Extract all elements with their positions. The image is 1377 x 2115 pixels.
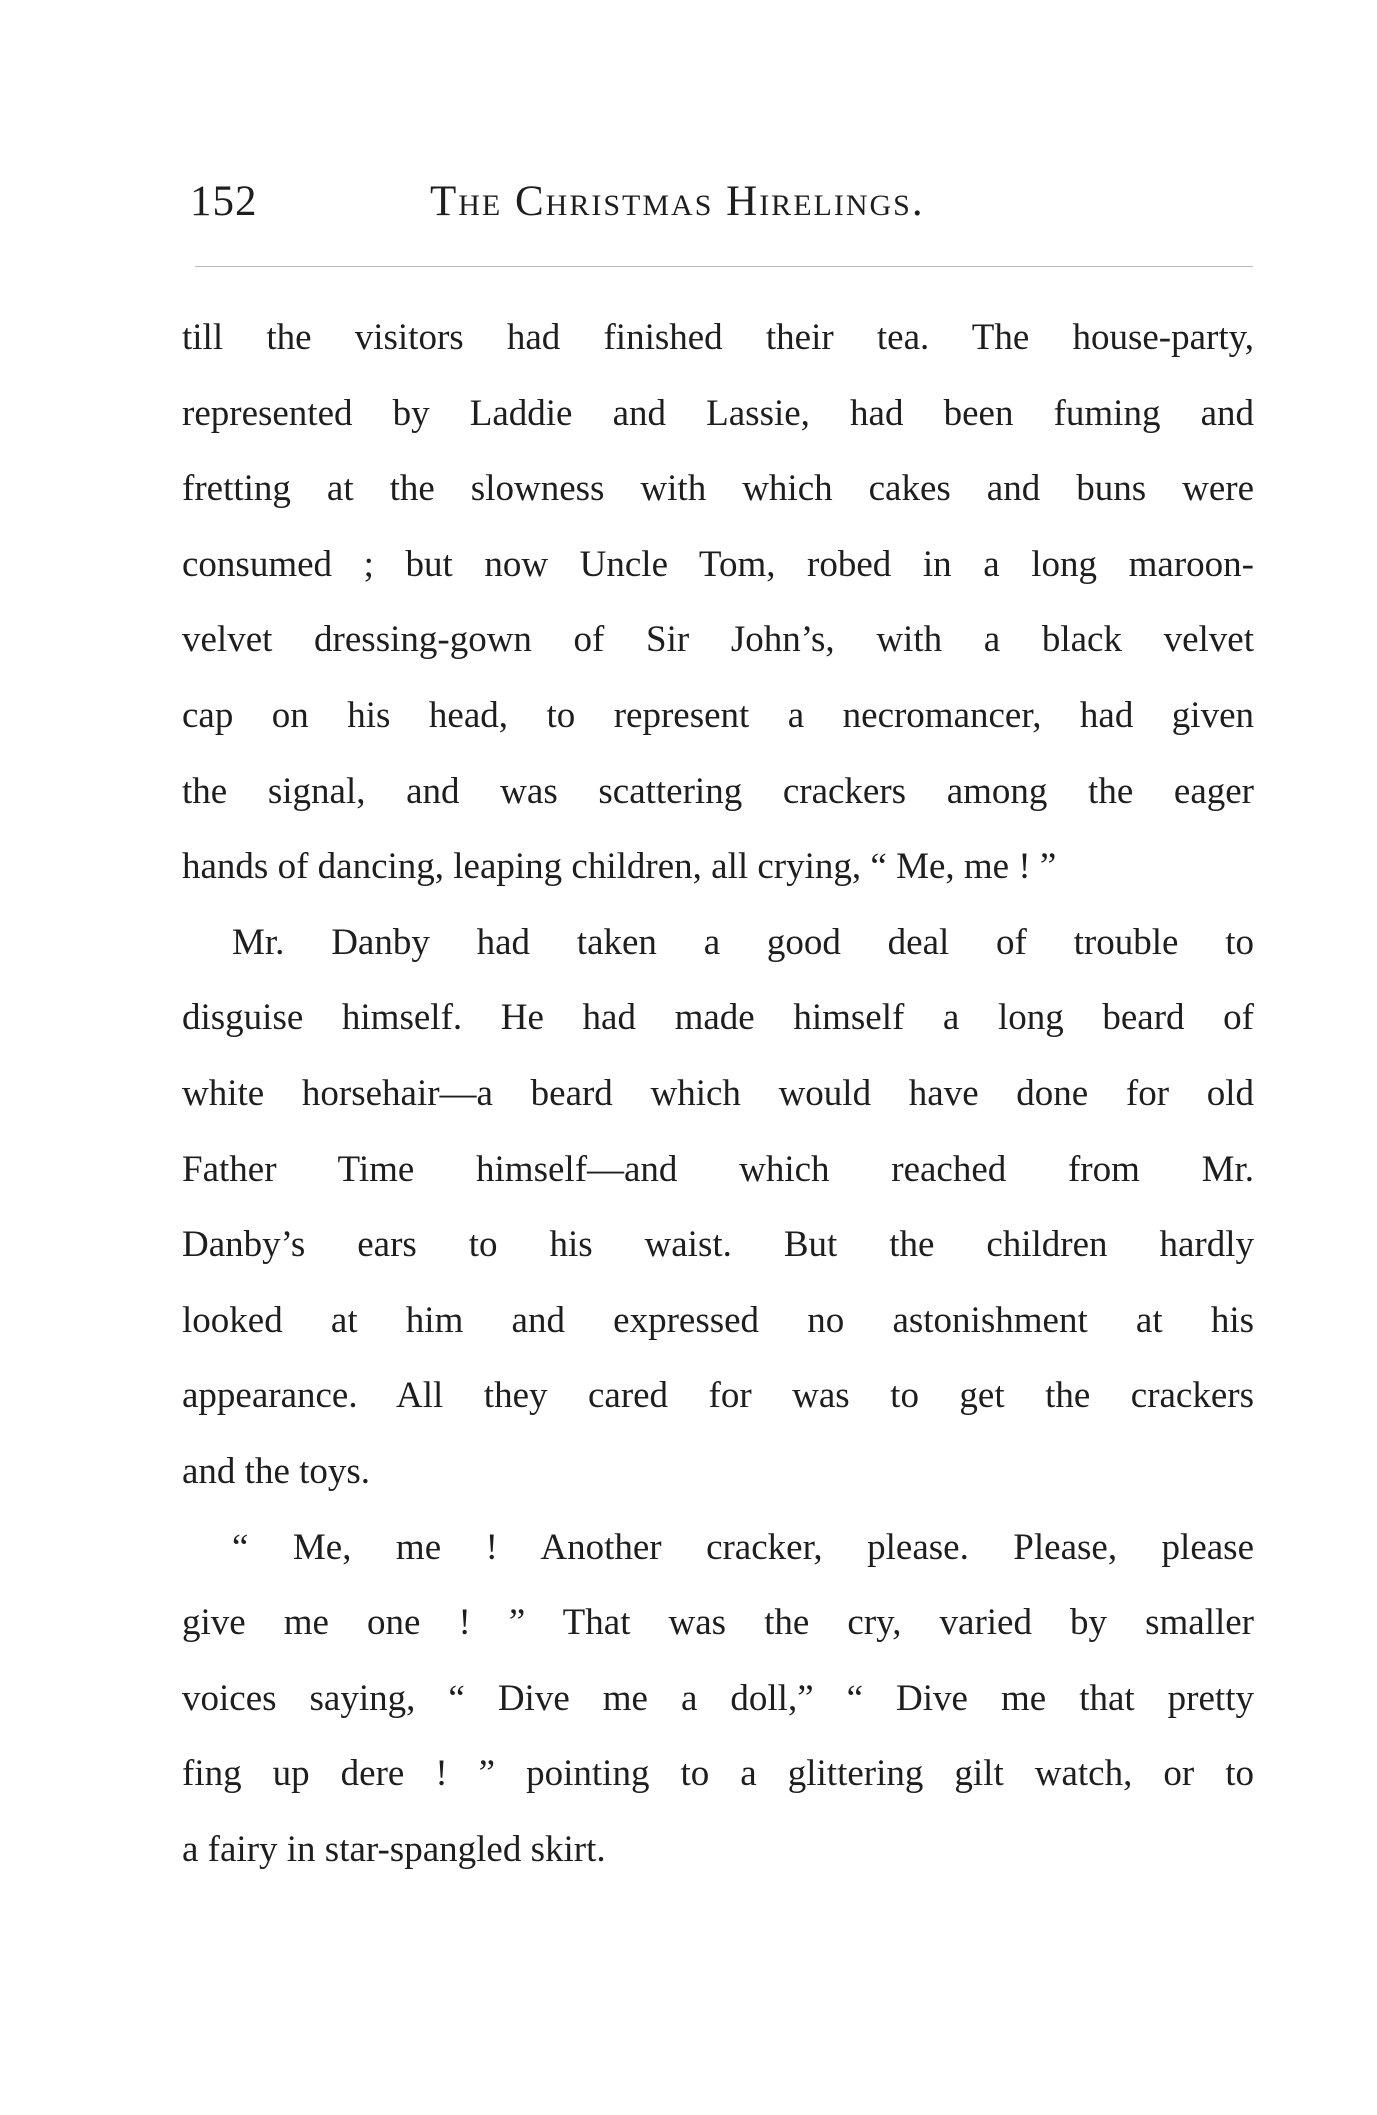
text-line: velvet dressing-gown of Sir John’s, with a black velvet [182,619,1254,661]
text-line: hands of dancing, leaping children, all crying, “ Me, me ! ” [182,846,1057,888]
text-line: cap on his head, to represent a necromancer, had given [182,694,1254,736]
page-number: 152 [190,178,258,225]
running-head [190,172,1250,232]
running-title: The Christmas Hirelings. [430,178,925,225]
text-line: till the visitors had finished their tea. The house-party, [182,317,1254,358]
text-line: Mr. Danby had taken a good deal of trouble to [232,921,1254,963]
text-line: voices saying, “ Dive me a doll,” “ Dive me that pretty [182,1677,1254,1719]
text-line: the signal, and was scattering crackers among the eager [182,770,1254,812]
text-line: a fairy in star-spangled skirt. [182,1828,606,1870]
text-line: disguise himself. He had made himself a long beard of [182,997,1254,1039]
text-line: and the toys. [182,1450,371,1492]
text-line: white horsehair—a beard which would have done for old [182,1072,1254,1114]
text-line: fing up dere ! ” pointing to a glittering gilt watch, or to [182,1753,1254,1795]
text-line: consumed ; but now Uncle Tom, robed in a long maroon- [182,543,1254,585]
text-line: Father Time himself—and which reached from Mr. [182,1148,1254,1190]
header-rule [195,266,1253,267]
text-line: give me one ! ” That was the cry, varied by smaller [182,1602,1254,1644]
text-line: looked at him and expressed no astonishment at his [182,1299,1254,1341]
body-text [182,300,1254,1887]
text-line: fretting at the slowness with which cakes and buns were [182,468,1254,510]
text-line: “ Me, me ! Another cracker, please. Please, please [232,1526,1254,1568]
text-line: represented by Laddie and Lassie, had been fuming and [182,392,1254,434]
text-line: appearance. All they cared for was to get the crackers [182,1375,1254,1417]
text-line: Danby’s ears to his waist. But the children hardly [182,1224,1254,1266]
